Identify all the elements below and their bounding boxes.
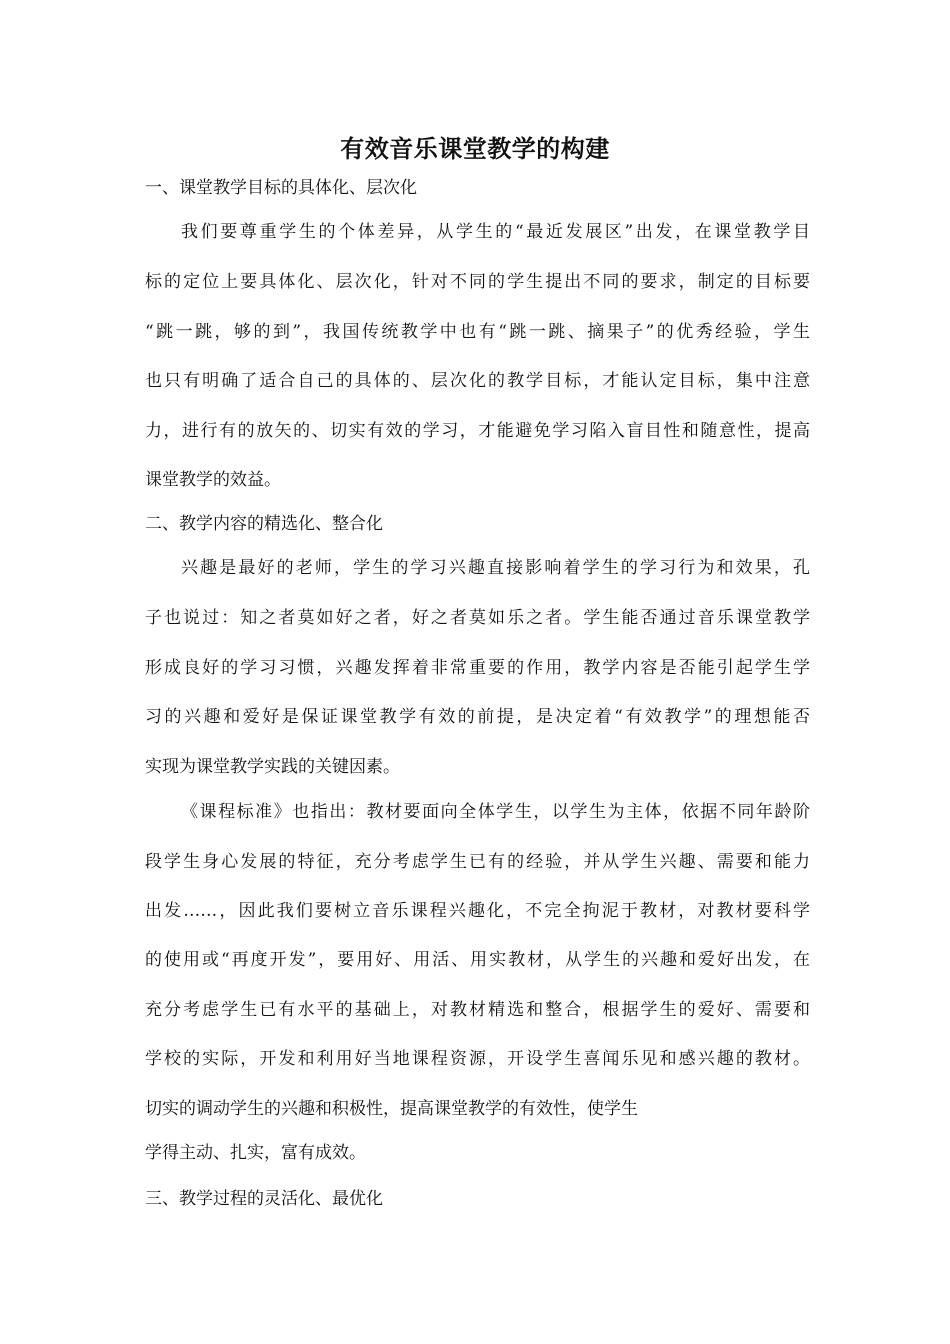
paragraph-line: “跳一跳，够的到”，我国传统教学中也有“跳一跳、摘果子”的优秀经验，学生 [145,322,810,342]
paragraph-line: 切实的调动学生的兴趣和积极性，提高课堂教学的有效性，使学生 [145,1099,638,1119]
paragraph-line: 学校的实际，开发和利用好当地课程资源，开设学生喜闻乐见和感兴趣的教材。 [145,1049,810,1069]
paragraph-line: 也只有明确了适合自己的具体的、层次化的教学目标，才能认定目标，集中注意 [145,371,810,391]
section-heading-3: 三、教学过程的灵活化、最优化 [145,1189,383,1209]
paragraph-line: 学得主动、扎实，富有成效。 [145,1143,366,1163]
paragraph-line: 形成良好的学习习惯，兴趣发挥着非常重要的作用，教学内容是否能引起学生学 [145,658,810,678]
paragraph-line: 力，进行有的放矢的、切实有效的学习，才能避免学习陷入盲目性和随意性，提高 [145,421,810,441]
document-title: 有效音乐课堂教学的构建 [340,134,610,163]
paragraph-line: 课堂教学的效益。 [145,470,281,490]
section-heading-2: 二、教学内容的精选化、整合化 [145,514,383,534]
paragraph-line: 习的兴趣和爱好是保证课堂教学有效的前提，是决定着“有效教学”的理想能否 [145,707,810,727]
paragraph-line: 标的定位上要具体化、层次化，针对不同的学生提出不同的要求，制定的目标要 [145,272,810,292]
paragraph-line: 《课程标准》也指出：教材要面向全体学生，以学生为主体，依据不同年龄阶 [181,802,810,822]
paragraph-line: 子也说过：知之者莫如好之者，好之者莫如乐之者。学生能否通过音乐课堂教学 [145,608,810,628]
paragraph-line: 充分考虑学生已有水平的基础上，对教材精选和整合，根据学生的爱好、需要和 [145,1000,810,1020]
paragraph-line: 出发……，因此我们要树立音乐课程兴趣化，不完全拘泥于教材，对教材要科学 [145,901,810,921]
paragraph-line: 兴趣是最好的老师，学生的学习兴趣直接影响着学生的学习行为和效果，孔 [181,558,810,578]
paragraph-line: 我们要尊重学生的个体差异，从学生的“最近发展区”出发，在课堂教学目 [181,222,810,242]
paragraph-line: 实现为课堂教学实践的关键因素。 [145,757,400,777]
paragraph-line: 的使用或“再度开发”，要用好、用活、用实教材，从学生的兴趣和爱好出发，在 [145,950,810,970]
paragraph-line: 段学生身心发展的特征，充分考虑学生已有的经验，并从学生兴趣、需要和能力 [145,852,810,872]
section-heading-1: 一、课堂教学目标的具体化、层次化 [145,178,417,198]
